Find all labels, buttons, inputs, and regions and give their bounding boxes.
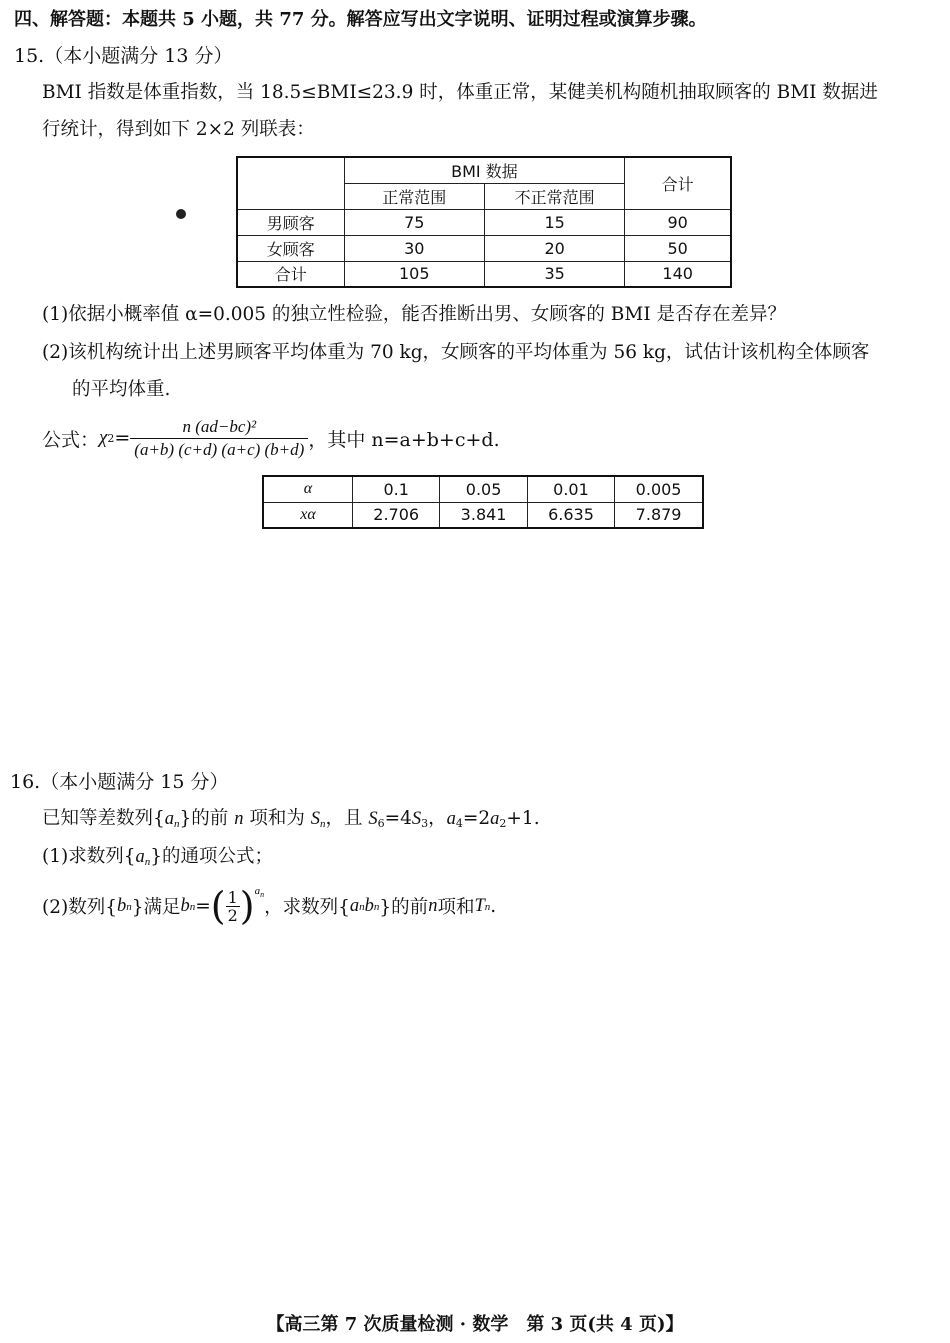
table-header-total: 合计 (625, 157, 731, 209)
table-group-header: BMI 数据 (344, 157, 625, 183)
formula-sq: 2 (107, 431, 115, 445)
left-paren: ( (210, 884, 226, 928)
row-label: 男顾客 (237, 209, 344, 235)
q16-part2: (2)数列{ b n }满足 b n = ( $\frac{1}{2}$ ) $a_n$ ，求数列{ a n b n }的前 n 项和 T n . (42, 884, 497, 928)
right-paren: ) (239, 884, 255, 928)
x-alpha-value: 3.841 (440, 502, 527, 528)
formula-tail: ，其中 n=a+b+c+d. (308, 428, 500, 451)
formula-fraction (130, 417, 308, 460)
formula-label: 公式： (42, 428, 100, 451)
half-fraction (226, 889, 240, 924)
chi-square-formula (42, 415, 500, 461)
q16-intro: 已知等差数列$\{a_n\}$的前 n 项和为 $S_n$，且 $S_6=4S_3$，$a_4=2a_2+1$. (42, 808, 540, 830)
q15-part2-line2: 的平均体重. (72, 379, 171, 400)
alpha-value: 0.005 (615, 476, 703, 502)
section-header: 四、解答题：本题共 5 小题，共 77 分。解答应写出文字说明、证明过程或演算步骤。 (14, 9, 707, 30)
cell-total: 140 (625, 261, 731, 287)
alpha-label: α (263, 476, 353, 502)
formula-numerator: n (ad−bc)² (130, 417, 308, 439)
cell-abnormal: 15 (484, 209, 624, 235)
table-row (237, 261, 731, 287)
cell-normal: 75 (344, 209, 484, 235)
critical-value-table (262, 475, 704, 529)
q16-part1: (1)求数列$\{a_n\}$的通项公式； (42, 846, 274, 868)
x-alpha-value: 7.879 (615, 502, 703, 528)
ink-spot (176, 209, 186, 219)
cell-normal: 105 (344, 261, 484, 287)
half-numerator: 1 (227, 887, 238, 907)
x-alpha-label: xα (263, 502, 353, 528)
q15-part1: (1)依据小概率值 α=0.005 的独立性检验，能否推断出男、女顾客的 BMI 是否存在差异？ (42, 304, 787, 325)
alpha-value: 0.05 (440, 476, 527, 502)
cell-total: 90 (625, 209, 731, 235)
q15-intro-line1: BMI 指数是体重指数，当 18.5≤BMI≤23.9 时，体重正常，某健美机构随机抽取顾客的 BMI 数据进 (42, 82, 878, 103)
page-footer: 【高三第 7 次质量检测 · 数学 第 3 页(共 4 页)】 (266, 1314, 684, 1335)
cell-abnormal: 20 (484, 235, 624, 261)
x-alpha-value: 6.635 (527, 502, 614, 528)
table-row (237, 209, 731, 235)
row-label: 女顾客 (237, 235, 344, 261)
cell-abnormal: 35 (484, 261, 624, 287)
q15-part2-line1: (2)该机构统计出上述男顾客平均体重为 70 kg，女顾客的平均体重为 56 kg，试估计该机构全体顾客 (42, 342, 870, 363)
table-row (263, 502, 703, 528)
cell-normal: 30 (344, 235, 484, 261)
half-denominator: 2 (227, 905, 238, 925)
formula-eq: = (114, 427, 131, 449)
table-row (263, 476, 703, 502)
formula-denominator: (a+b) (c+d) (a+c) (b+d) (134, 439, 305, 459)
formula-chi: χ (99, 427, 108, 448)
contingency-table (236, 156, 732, 288)
table-header-abnormal: 不正常范围 (484, 183, 624, 209)
cell-total: 50 (625, 235, 731, 261)
table-header-normal: 正常范围 (344, 183, 484, 209)
x-alpha-value: 2.706 (353, 502, 440, 528)
q16-title: 16.（本小题满分 15 分） (10, 771, 229, 793)
table-corner-cell (237, 157, 344, 209)
q15-title: 15.（本小题满分 13 分） (14, 45, 233, 67)
alpha-value: 0.1 (353, 476, 440, 502)
row-label: 合计 (237, 261, 344, 287)
q15-intro-line2: 行统计，得到如下 2×2 列联表： (42, 119, 315, 140)
table-row (237, 235, 731, 261)
exponent-a-n: $a_n$ (254, 885, 265, 899)
alpha-value: 0.01 (527, 476, 614, 502)
